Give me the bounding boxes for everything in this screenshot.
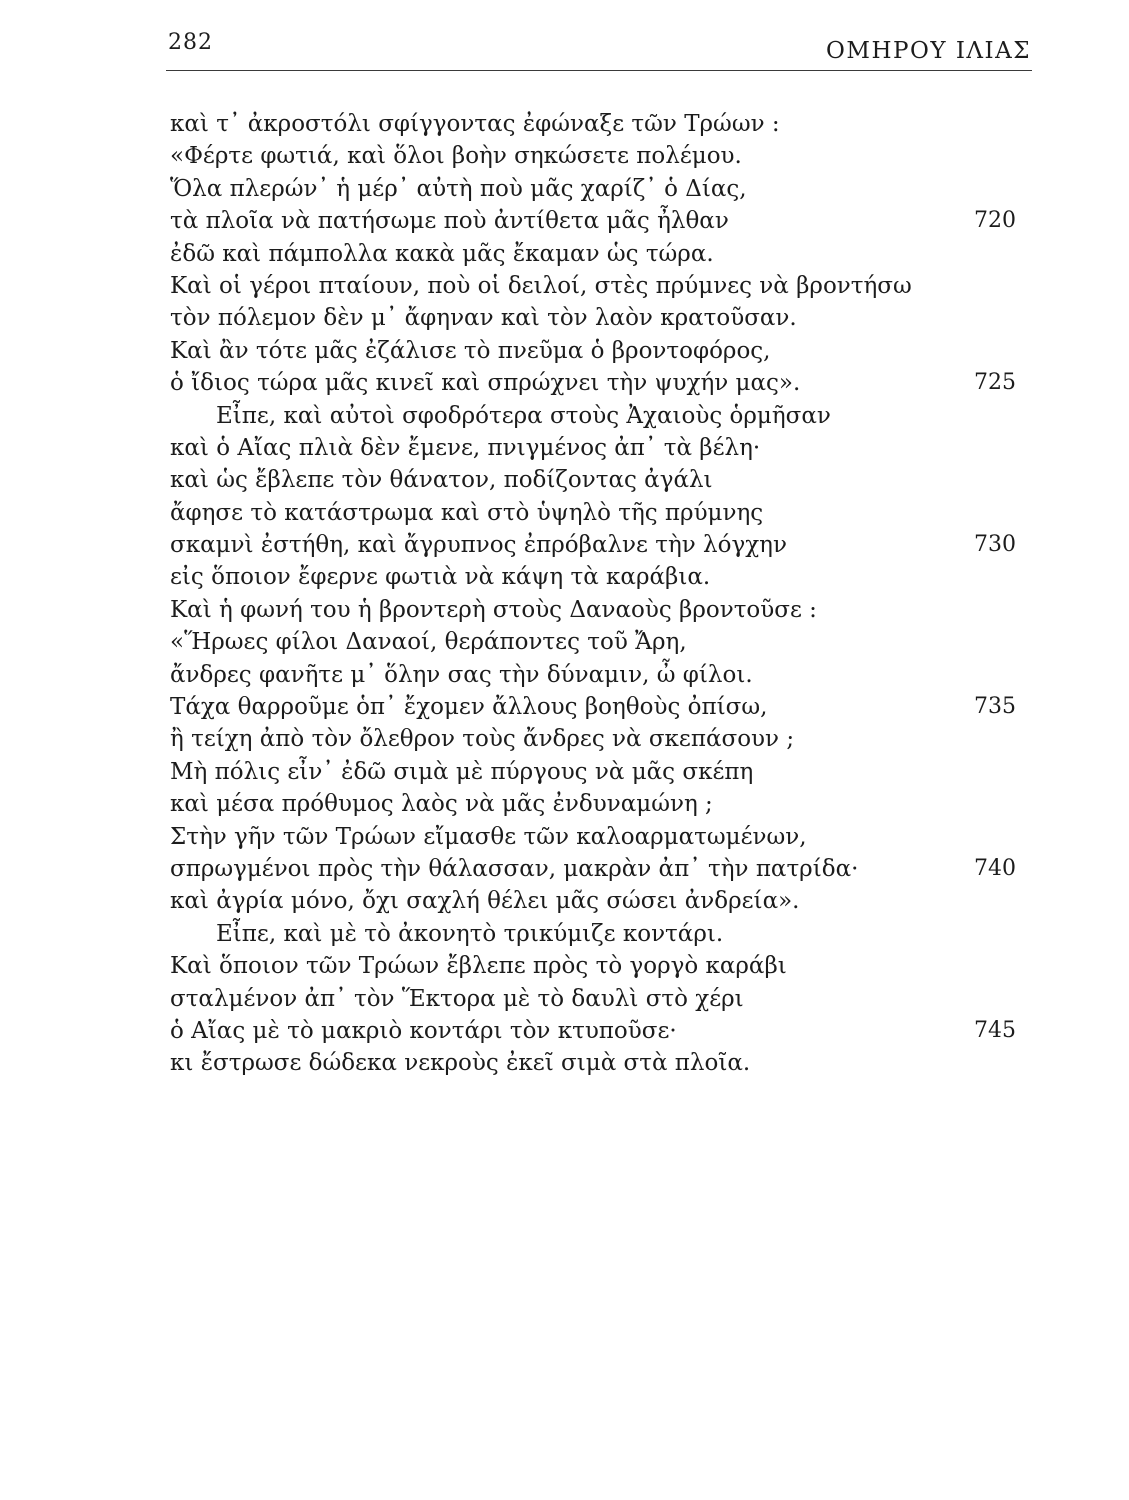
verse-line <box>170 464 1032 496</box>
verse-line <box>170 659 1032 691</box>
line-number: 725 <box>974 370 1016 396</box>
verse-text: καὶ μέσα πρόθυμος λαὸς νὰ μᾶς ἐνδυναμώνη ; <box>170 791 713 818</box>
verse-text: σκαμνὶ ἐστήθη, καὶ ἄγρυπνος ἐπρόβαλνε τὴν λόγχην <box>170 532 787 559</box>
verse-text: «Φέρτε φωτιά, καὶ ὅλοι βοὴν σηκώσετε πολέμου. <box>170 143 742 170</box>
verse-text: σταλμένον ἀπ᾽ τὸν Ἕκτορα μὲ τὸ δαυλὶ στὸ χέρι <box>170 985 744 1012</box>
verse-line <box>170 691 1032 723</box>
verse-line <box>170 626 1032 658</box>
verse-line <box>170 1015 1032 1047</box>
verse-line <box>170 432 1032 464</box>
verse-text: Καὶ ἂν τότε μᾶς ἐζάλισε τὸ πνεῦμα ὁ βροντοφόρος, <box>170 337 771 364</box>
verse-text: ἄνδρες φανῆτε μ᾽ ὅλην σας τὴν δύναμιν, ὦ φίλοι. <box>170 661 753 688</box>
page-number: 282 <box>168 30 213 55</box>
verse-text: Καὶ ἡ φωνή του ἡ βροντερὴ στοὺς Δαναοὺς βροντοῦσε : <box>170 596 817 623</box>
verse-line <box>170 335 1032 367</box>
verse-line <box>170 1047 1032 1079</box>
verse-text: Εἶπε, καὶ αὐτοὶ σφοδρότερα στοὺς Ἀχαιοὺς ὁρμῆσαν <box>216 402 831 429</box>
verse-line <box>170 108 1032 140</box>
line-number: 720 <box>974 208 1016 234</box>
header-rule <box>166 70 1032 71</box>
verse-text: Καὶ ὅποιον τῶν Τρώων ἔβλεπε πρὸς τὸ γοργὸ καράβι <box>170 953 787 980</box>
verse-text: ἐδῶ καὶ πάμπολλα κακὰ μᾶς ἔκαμαν ὡς τώρα. <box>170 240 714 267</box>
verse-text: «Ἥρωες φίλοι Δαναοί, θεράποντες τοῦ Ἄρη, <box>170 629 687 656</box>
running-title: ΟΜΗΡΟΥ ΙΛΙΑΣ <box>826 38 1031 64</box>
verse-line <box>170 885 1032 917</box>
verse-line <box>170 561 1032 593</box>
verse-line <box>170 723 1032 755</box>
verse-line <box>170 788 1032 820</box>
verse-text: Τάχα θαρροῦμε ὁπ᾽ ἔχομεν ἄλλους βοηθοὺς ὀπίσω, <box>170 694 768 721</box>
verse-line <box>170 594 1032 626</box>
verse-line <box>170 918 1032 950</box>
verse-text: Καὶ οἱ γέροι πταίουν, ποὺ οἱ δειλοί, στὲς πρύμνες νὰ βροντήσω <box>170 272 912 299</box>
verse-line <box>170 529 1032 561</box>
verse-text: καὶ τ᾽ ἀκροστόλι σφίγγοντας ἐφώναξε τῶν Τρώων : <box>170 111 780 137</box>
verse-block <box>170 108 1032 1080</box>
verse-line <box>170 400 1032 432</box>
verse-line <box>170 238 1032 270</box>
verse-line <box>170 367 1032 399</box>
verse-text: καὶ ἀγρία μόνο, ὄχι σαχλή θέλει μᾶς σώσει ἀνδρεία». <box>170 888 800 915</box>
verse-text: καὶ ὡς ἔβλεπε τὸν θάνατον, ποδίζοντας ἀγάλι <box>170 467 713 494</box>
verse-line <box>170 756 1032 788</box>
verse-text: Στὴν γῆν τῶν Τρώων εἴμασθε τῶν καλοαρματωμένων, <box>170 823 807 850</box>
verse-text: τὰ πλοῖα νὰ πατήσωμε ποὺ ἀντίθετα μᾶς ἦλθαν <box>170 208 729 235</box>
line-number: 740 <box>974 855 1016 881</box>
verse-text: Εἶπε, καὶ μὲ τὸ ἀκονητὸ τρικύμιζε κοντάρι. <box>216 920 724 947</box>
verse-line <box>170 270 1032 302</box>
verse-text: ἢ τείχη ἀπὸ τὸν ὄλεθρον τοὺς ἄνδρες νὰ σκεπάσουν ; <box>170 726 795 753</box>
verse-line <box>170 821 1032 853</box>
verse-text: καὶ ὁ Αἴας πλιὰ δὲν ἔμενε, πνιγμένος ἀπ᾽ τὰ βέλη· <box>170 434 761 461</box>
verse-text: ὁ ἴδιος τώρα μᾶς κινεῖ καὶ σπρώχνει τὴν ψυχήν μας». <box>170 370 801 397</box>
verse-line <box>170 205 1032 237</box>
verse-line <box>170 950 1032 982</box>
line-number: 745 <box>974 1017 1016 1043</box>
verse-text: εἰς ὅποιον ἔφερνε φωτιὰ νὰ κάψη τὰ καράβια. <box>170 564 711 591</box>
verse-line <box>170 140 1032 172</box>
verse-line <box>170 983 1032 1015</box>
verse-text: ἄφησε τὸ κατάστρωμα καὶ στὸ ὑψηλὸ τῆς πρύμνης <box>170 499 764 526</box>
verse-line <box>170 302 1032 334</box>
verse-text: τὸν πόλεμον δὲν μ᾽ ἄφηναν καὶ τὸν λαὸν κρατοῦσαν. <box>170 305 797 332</box>
verse-line <box>170 173 1032 205</box>
verse-text: κι ἔστρωσε δώδεκα νεκροὺς ἐκεῖ σιμὰ στὰ πλοῖα. <box>170 1050 751 1077</box>
verse-line <box>170 497 1032 529</box>
line-number: 730 <box>974 532 1016 558</box>
verse-text: Ὅλα πλερών᾽ ἡ μέρ᾽ αὐτὴ ποὺ μᾶς χαρίζ᾽ ὁ Δίας, <box>170 175 747 202</box>
verse-line <box>170 853 1032 885</box>
verse-text: σπρωγμένοι πρὸς τὴν θάλασσαν, μακρὰν ἀπ᾽ τὴν πατρίδα· <box>170 855 859 882</box>
verse-text: Μὴ πόλις εἶν᾽ ἐδῶ σιμὰ μὲ πύργους νὰ μᾶς σκέπη <box>170 758 754 785</box>
verse-text: ὁ Αἴας μὲ τὸ μακριὸ κοντάρι τὸν κτυποῦσε· <box>170 1017 677 1044</box>
line-number: 735 <box>974 694 1016 720</box>
